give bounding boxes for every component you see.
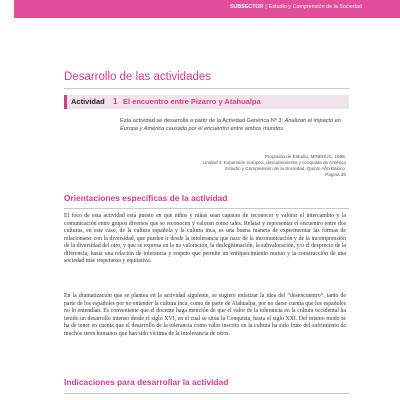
- section-divider: [64, 208, 349, 209]
- section-title-orientaciones: Orientaciones específicas de la actividad: [64, 193, 228, 203]
- program-reference: [146, 154, 346, 178]
- section-divider: [64, 393, 349, 394]
- title-divider: [64, 88, 349, 89]
- activity-title: El encuentro entre Pizarro y Atahualpa: [123, 97, 261, 106]
- activity-number: 1: [113, 96, 118, 106]
- activity-label: Actividad: [71, 97, 105, 106]
- header-subject: [230, 4, 362, 10]
- intro-italic-text: Analizan el impacto en Europa y América causado por el encuentro entre ambos mundos: [120, 118, 341, 132]
- header-subject-label: SUBSECTOR: [230, 4, 264, 10]
- reference-line: Programa de Estudio, MINEDUC, 1998.: [264, 154, 346, 159]
- activity-intro: [120, 118, 346, 133]
- top-header-bar: [0, 0, 400, 18]
- reference-line: Estudio y Comprensión de la Sociedad. Quinto Año Básico.: [225, 166, 346, 172]
- body-paragraph: En la dramatización que se plantea en la actividad siguiente, se sugiere enfatizar la idea del “desencuentro”, tanto de parte de los españoles por no entender la cultura inca, como de parte de Atahualpa, por no darse cuenta que los españoles no lo entendían. Es conveniente que el docente haga mención de que el valor de la tolerancia en la cultura occidental ha tenido un desarrollo intenso desde el siglo XVI, en el cual se sitúa la Conquista, hasta el siglo XXI. Del mismo modo se ha de tener en cuenta que el desarrollo de la tolerancia como valor inscrito en la cultura ha sido fruto del sufrimiento de muchos seres humanos que han sido víctima de la intolerancia de otros.: [64, 293, 346, 337]
- page-title: Desarrollo de las actividades: [64, 71, 212, 83]
- reference-line: Unidad 3: Expansión europea, descubrimiento y conquista de América: [202, 160, 346, 166]
- reference-line: Página 35: [325, 172, 346, 178]
- activity-heading: [64, 95, 349, 109]
- header-notch: [0, 0, 14, 18]
- body-paragraph: El foco de esta actividad está puesto en que niños y niñas sean capaces de reconocer y valorar el intercambio y la comunicación entre grupos diversos que se reconocen y valoran como tales. Relatar y representar el encuentro entre dos culturas, en este caso, de la cultura española y la cultura inca, es una buena manera de experimentar las formas de relacionarse con la diversidad, que pueden ir desde la intolerancia que nace de la incomunicación y de la incomprensión de la diversidad del otro, y que se expresa en la no valoración, la deslegitimación, la subvaloración, y/o el desprecio de la diferencia, hasta una relación de tolerancia y respeto que permite un enriquecimiento mutuo y la construcción de una sociedad más respetuosa y equitativa.: [64, 213, 346, 265]
- header-subject-name: Estudio y Comprensión de la Sociedad: [268, 4, 362, 10]
- intro-end: .: [283, 125, 285, 132]
- intro-text: Esta actividad se desarrolla a partir de la Actividad Genérica Nº 3:: [120, 118, 285, 124]
- section-title-indicaciones: Indicaciones para desarrollar la actividad: [64, 377, 229, 387]
- header-separator: |: [265, 4, 267, 10]
